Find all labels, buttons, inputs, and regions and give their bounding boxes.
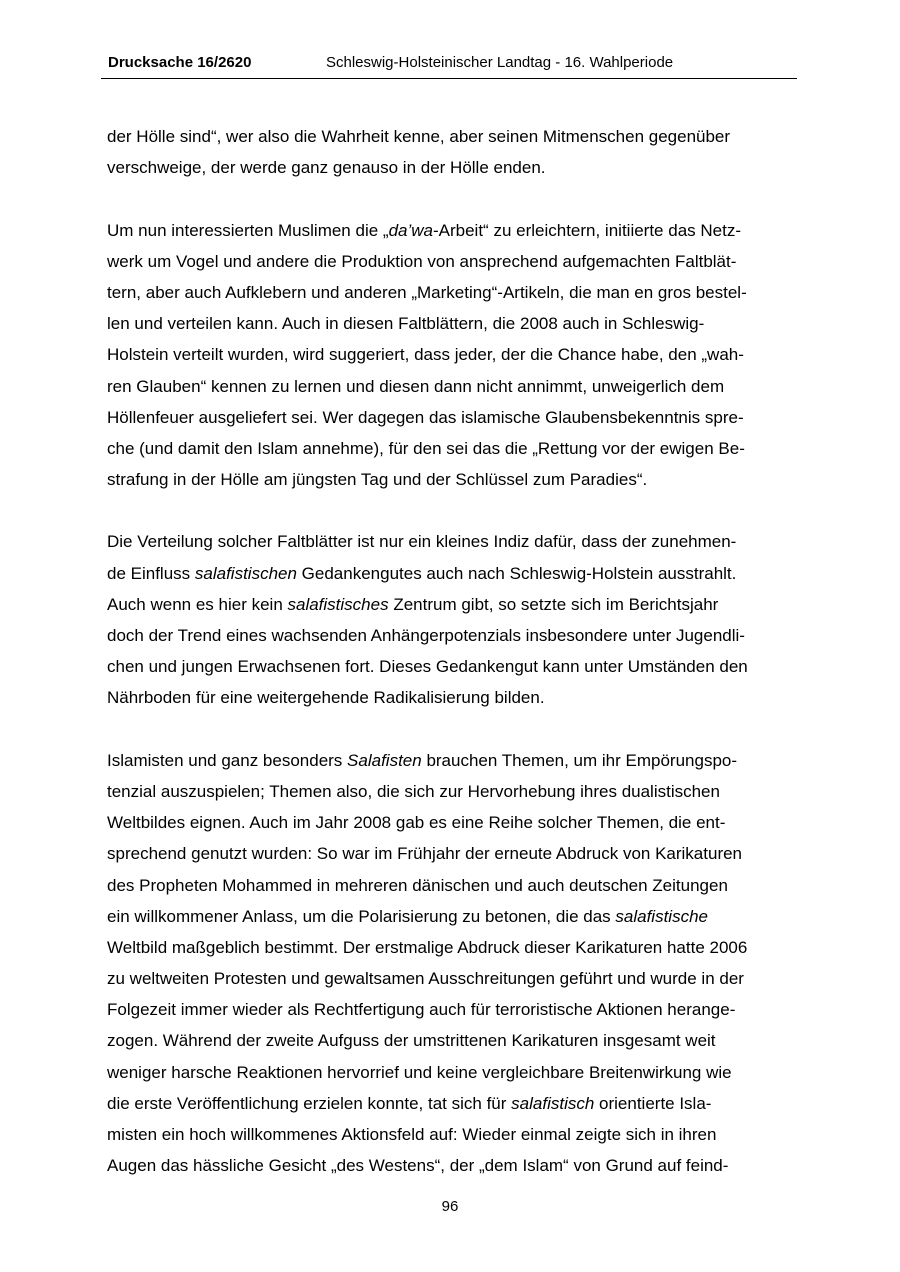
paragraph-gap <box>107 183 797 214</box>
text-line <box>107 807 797 838</box>
text-segment: zu weltweiten Protesten und gewaltsamen Ausschreitungen geführt und wurde in der <box>107 969 744 989</box>
page-header <box>101 52 797 79</box>
text-segment: ein willkommener Anlass, um die Polarisierung zu betonen, die das <box>107 906 616 926</box>
text-segment: werk um Vogel und andere die Produktion von ansprechend aufgemachten Faltblät- <box>107 251 737 271</box>
text-line <box>107 994 797 1025</box>
paragraph <box>107 745 797 1182</box>
text-segment: brauchen Themen, um ihr Empörungspo- <box>421 750 738 770</box>
text-line <box>107 433 797 464</box>
text-line <box>107 1119 797 1150</box>
text-segment: ren Glauben“ kennen zu lernen und diesen dann nicht annimmt, unweigerlich dem <box>107 376 725 396</box>
text-line <box>107 776 797 807</box>
text-line <box>107 308 797 339</box>
text-segment: die erste Veröffentlichung erzielen konnte, tat sich für <box>107 1093 512 1113</box>
text-line <box>107 246 797 277</box>
text-segment: Islamisten und ganz besonders <box>107 750 348 770</box>
parliament-title: Schleswig-Holsteinischer Landtag - 16. Wahlperiode <box>326 54 674 71</box>
paragraph-gap <box>107 714 797 745</box>
text-line <box>107 464 797 495</box>
paragraph <box>107 121 797 183</box>
text-segment: verschweige, der werde ganz genauso in der Hölle enden. <box>107 158 546 178</box>
text-segment: Weltbild maßgeblich bestimmt. Der erstmalige Abdruck dieser Karikaturen hatte 2006 <box>107 937 748 957</box>
text-segment: Gedankengutes auch nach Schleswig-Holstein ausstrahlt. <box>296 563 737 583</box>
text-line <box>107 589 797 620</box>
text-segment: zogen. Während der zweite Aufguss der umstrittenen Karikaturen insgesamt weit <box>107 1031 716 1051</box>
text-line <box>107 277 797 308</box>
text-segment: Höllenfeuer ausgeliefert sei. Wer dagegen das islamische Glaubensbekenntnis spre- <box>107 407 744 427</box>
text-segment: len und verteilen kann. Auch in diesen Faltblättern, die 2008 auch in Schleswig- <box>107 314 705 334</box>
paragraph-gap <box>107 495 797 526</box>
text-line <box>107 651 797 682</box>
text-segment: Folgezeit immer wieder als Rechtfertigung auch für terroristische Aktionen herange- <box>107 1000 736 1020</box>
text-segment: Um nun interessierten Muslimen die „ <box>107 220 389 240</box>
text-line <box>107 932 797 963</box>
text-line <box>107 838 797 869</box>
text-line <box>107 1150 797 1181</box>
text-segment: de Einfluss <box>107 563 195 583</box>
text-line <box>107 526 797 557</box>
text-line <box>107 1088 797 1119</box>
text-line <box>107 215 797 246</box>
text-line <box>107 1025 797 1056</box>
text-line <box>107 901 797 932</box>
text-segment: che (und damit den Islam annehme), für den sei das die „Rettung vor der ewigen Be- <box>107 438 745 458</box>
text-line <box>107 963 797 994</box>
text-line <box>107 371 797 402</box>
italic-term: salafistische <box>615 906 708 926</box>
text-segment: -Arbeit“ zu erleichtern, initiierte das Netz- <box>432 220 741 240</box>
text-segment: der Hölle sind“, wer also die Wahrheit kenne, aber seinen Mitmenschen gegenüber <box>107 127 731 146</box>
text-segment: chen und jungen Erwachsenen fort. Dieses Gedankengut kann unter Umständen den <box>107 657 748 677</box>
paragraph <box>107 215 797 496</box>
text-segment: Auch wenn es hier kein <box>107 594 288 614</box>
text-segment: Nährboden für eine weitergehende Radikalisierung bilden. <box>107 688 545 708</box>
body-text <box>107 121 797 1181</box>
text-segment: strafung in der Hölle am jüngsten Tag und der Schlüssel zum Paradies“. <box>107 470 648 490</box>
text-segment: doch der Trend eines wachsenden Anhängerpotenzials insbesondere unter Jugendli- <box>107 626 745 645</box>
page-number: 96 <box>441 1198 459 1215</box>
text-segment: Die Verteilung solcher Faltblätter ist nur ein kleines Indiz dafür, dass der zunehmen- <box>107 532 737 552</box>
italic-term: salafistisches <box>287 594 389 614</box>
italic-term: salafistischen <box>194 563 297 583</box>
text-segment: tern, aber auch Aufklebern und anderen „Marketing“-Artikeln, die man en gros bestel- <box>107 282 747 302</box>
text-segment: Weltbildes eignen. Auch im Jahr 2008 gab es eine Reihe solcher Themen, die ent- <box>107 813 726 833</box>
text-line <box>107 339 797 370</box>
text-line <box>107 558 797 589</box>
text-segment: Zentrum gibt, so setzte sich im Berichtsjahr <box>388 594 719 614</box>
text-line <box>107 870 797 901</box>
text-line <box>107 402 797 433</box>
italic-term: salafistisch <box>511 1093 595 1113</box>
text-segment: tenzial auszuspielen; Themen also, die sich zur Hervorhebung ihres dualistischen <box>107 781 720 801</box>
text-line <box>107 121 797 152</box>
text-line <box>107 152 797 183</box>
document-number: Drucksache 16/2620 <box>108 54 252 71</box>
text-segment: orientierte Isla- <box>594 1093 712 1113</box>
text-line <box>107 682 797 713</box>
text-segment: des Propheten Mohammed in mehreren dänischen und auch deutschen Zeitungen <box>107 875 728 895</box>
text-segment: misten ein hoch willkommenes Aktionsfeld auf: Wieder einmal zeigte sich in ihren <box>107 1125 717 1144</box>
text-segment: sprechend genutzt wurden: So war im Frühjahr der erneute Abdruck von Karikaturen <box>107 844 743 864</box>
italic-term: da’wa <box>388 220 433 240</box>
text-line <box>107 620 797 651</box>
text-segment: weniger harsche Reaktionen hervorrief und keine vergleichbare Breitenwirkung wie <box>107 1062 732 1082</box>
paragraph <box>107 526 797 713</box>
text-segment: Augen das hässliche Gesicht „des Westens“, der „dem Islam“ von Grund auf feind- <box>107 1156 729 1176</box>
text-line <box>107 1057 797 1088</box>
italic-term: Salafisten <box>347 750 422 770</box>
text-segment: Holstein verteilt wurden, wird suggeriert, dass jeder, der die Chance habe, den „wah- <box>107 345 744 365</box>
text-line <box>107 745 797 776</box>
